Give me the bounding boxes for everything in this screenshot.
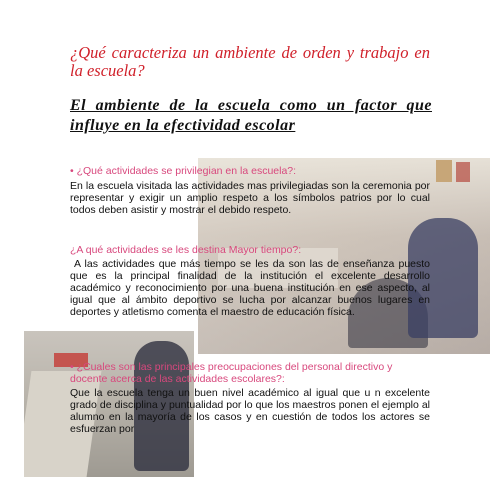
question-1: • ¿Qué actividades se privilegian en la escuela?: (70, 165, 297, 177)
page-title-question: ¿Qué caracteriza un ambiente de orden y trabajo en la escuela? (70, 43, 430, 80)
answer-3: Que la escuela tenga un buen nivel académico al igual que u n excelente grado de disciplina y puntualidad por lo que los maestros ponen el ejemplo al alumno en la mayoría de los casos y en cuestión de todos los actores se esfuerzan por (70, 387, 430, 435)
question-3: • ¿Cuales son las principales preocupaciones del personal directivo y docente acerca de las actividades escolares?: (70, 361, 393, 385)
answer-1: En la escuela visitada las actividades mas privilegiadas son la ceremonia por representar y exigir un amplio respeto a los símbolos patrios por lo cual todos deben asistir y mostrar el debido respeto. (70, 180, 430, 216)
section-heading: El ambiente de la escuela como un factor que influye en la efectividad escolar (70, 97, 432, 134)
question-2: ¿A qué actividades se les destina Mayor tiempo?: (70, 244, 302, 256)
answer-2: A las actividades que más tiempo se les da son las de enseñanza puesto que es la principal finalidad de la institución el excelente desarrollo académico y reconocimiento por una buena institución en ese aspecto, al igual que al ámbito deportivo se lucha por alcanzar buenos lugares en deportes y atletismo comenta el maestro de educación física. (70, 258, 430, 318)
